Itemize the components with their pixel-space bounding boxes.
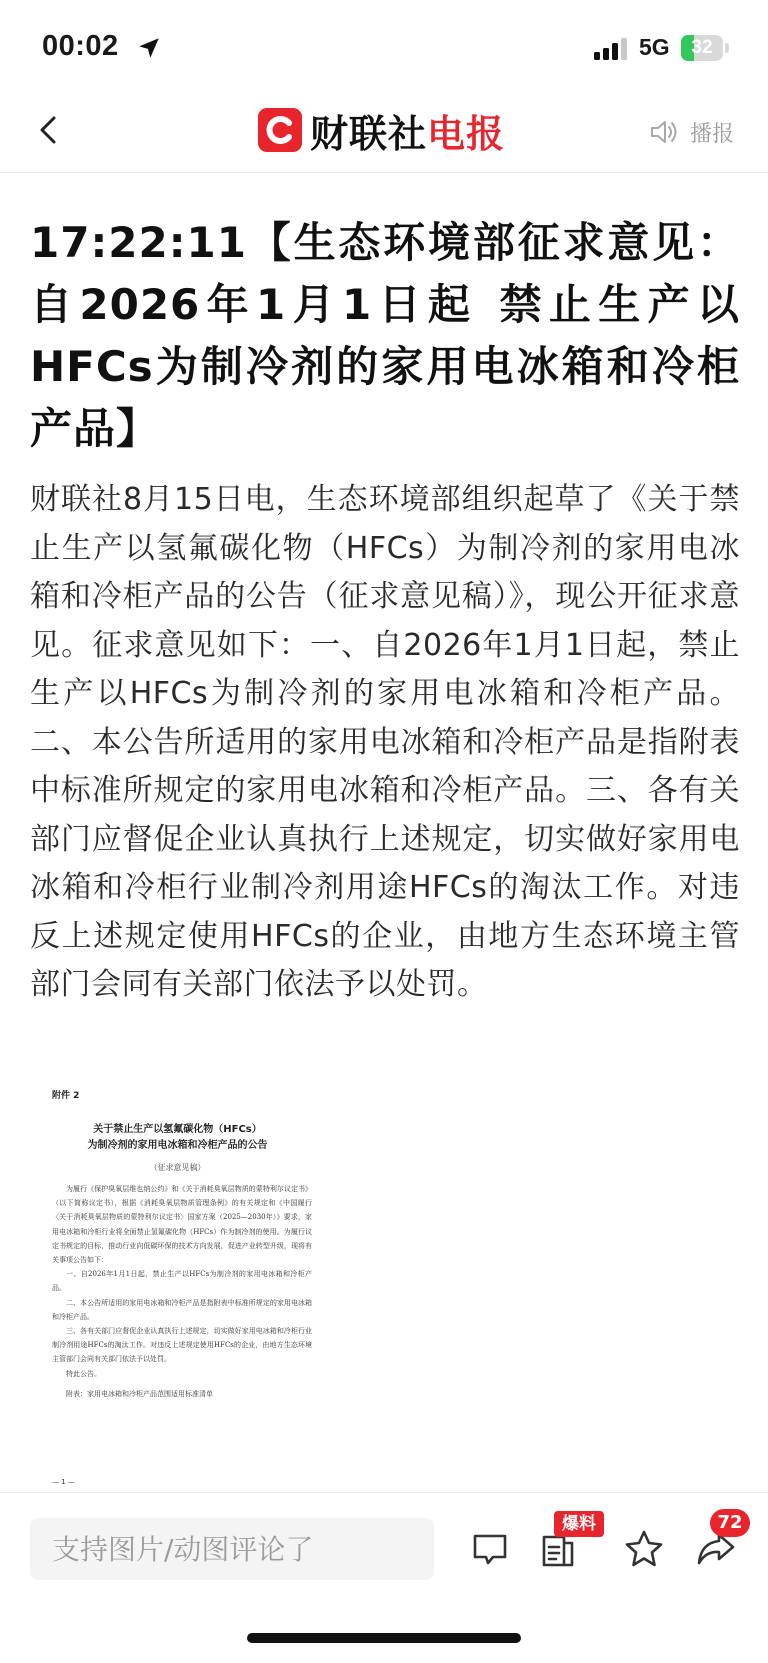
cellular-signal-icon bbox=[594, 38, 628, 60]
chevron-left-icon bbox=[30, 110, 70, 150]
battery-indicator bbox=[681, 35, 729, 61]
article-headline: 17:22:11【生态环境部征求意见：自2026年1月1日起 禁止生产以HFCs为制冷剂的家用电冰箱和冷柜产品】 bbox=[30, 218, 740, 453]
logo-c-icon bbox=[265, 115, 295, 145]
broadcast-label: 播报 bbox=[690, 121, 735, 147]
attachment-body bbox=[52, 1182, 312, 1401]
nav-bar bbox=[0, 92, 768, 173]
app-logo bbox=[258, 106, 505, 154]
logo-text-accent: 电报 bbox=[427, 111, 506, 156]
attachment-document-image[interactable] bbox=[30, 1070, 330, 1490]
attachment-title bbox=[50, 1122, 305, 1154]
attachment-paragraph: 一、自2026年1月1日起，禁止生产以HFCs为制冷剂的家用电冰箱和冷柜产品。 bbox=[52, 1270, 312, 1293]
attachment-page-number: — 1 — bbox=[52, 1478, 75, 1486]
speaker-icon bbox=[648, 116, 680, 148]
back-button[interactable] bbox=[30, 110, 70, 150]
attachment-footer: 附表：家用电冰箱和冷柜产品范围适用标准清单 bbox=[66, 1389, 213, 1398]
status-bar bbox=[0, 0, 768, 92]
broadcast-button[interactable] bbox=[648, 114, 734, 150]
home-indicator[interactable] bbox=[247, 1633, 521, 1643]
star-icon bbox=[622, 1527, 666, 1571]
status-time: 00:02 bbox=[42, 30, 119, 62]
attachment-title-line2: 为制冷剂的家用电冰箱和冷柜产品的公告 bbox=[87, 1140, 268, 1151]
attachment-subtitle: （征求意见稿） bbox=[149, 1163, 206, 1172]
article-body: 财联社8月15日电，生态环境部组织起草了《关于禁止生产以氢氟碳化物（HFCs）为制冷剂的家用电冰箱和冷柜产品的公告（征求意见稿）》，现公开征求意见。征求意见如下：一、自2026年1月1日起，禁止生产以HFCs为制冷剂的家用电冰箱和冷柜产品。二、本公告所适用的家用电冰箱和冷柜产品是指附表中标准所规定的家用电冰箱和冷柜产品。三、各有关部门应督促企业认真执行上述规定，切实做好家用电冰箱和冷柜行业制冷剂用途HFCs的淘汰工作。对违反上述规定使用HFCs的企业，由地方生态环境主管部门会同有关部门依法予以处罚。 bbox=[30, 482, 740, 1002]
attachment-paragraph: 特此公告。 bbox=[66, 1369, 101, 1378]
logo-mark bbox=[258, 108, 302, 152]
attachment-paragraph: 为履行《保护臭氧层维也纳公约》和《关于消耗臭氧层物质的蒙特利尔议定书》（以下简称议定书），根据《消耗臭氧层物质管理条例》的有关规定和《中国履行〈关于消耗臭氧层物质的蒙特利尔议定书〉国家方案（2025—2030年）》要求，家用电冰箱和冷柜行业将全面禁止氢氟碳化物（HFCs）作为制冷剂的使用。为履行议定书规定的目标，推动行业向低碳环保的技术方向发展，促进产业转型升级，现将有关事项公告如下： bbox=[52, 1185, 312, 1265]
attachment-paragraph: 二、本公告所适用的家用电冰箱和冷柜产品是指附表中标准所规定的家用电冰箱和冷柜产品。 bbox=[52, 1298, 312, 1321]
favorite-button[interactable] bbox=[622, 1527, 666, 1571]
battery-level: 32 bbox=[691, 37, 713, 58]
comment-icon bbox=[470, 1529, 510, 1569]
report-badge: 爆料 bbox=[554, 1511, 604, 1537]
attachment-paragraph: 三、各有关部门应督促企业认真执行上述规定，切实做好家用电冰箱和冷柜行业制冷剂用途HFCs的淘汰工作。对违反上述规定使用HFCs的企业，由地方生态环境主管部门会同有关部门依法予以处罚。 bbox=[52, 1327, 312, 1364]
bottom-action-bar bbox=[0, 1492, 768, 1623]
attachment-label: 附件 2 bbox=[52, 1091, 80, 1101]
network-type: 5G bbox=[639, 34, 670, 60]
attachment-title-line1: 关于禁止生产以氢氟碳化物（HFCs） bbox=[93, 1124, 262, 1135]
logo-text: 财联社 bbox=[310, 111, 428, 156]
share-count-badge: 72 bbox=[710, 1509, 750, 1537]
location-arrow-icon bbox=[136, 35, 162, 61]
comment-button[interactable] bbox=[470, 1529, 510, 1569]
comment-input[interactable] bbox=[30, 1518, 434, 1580]
